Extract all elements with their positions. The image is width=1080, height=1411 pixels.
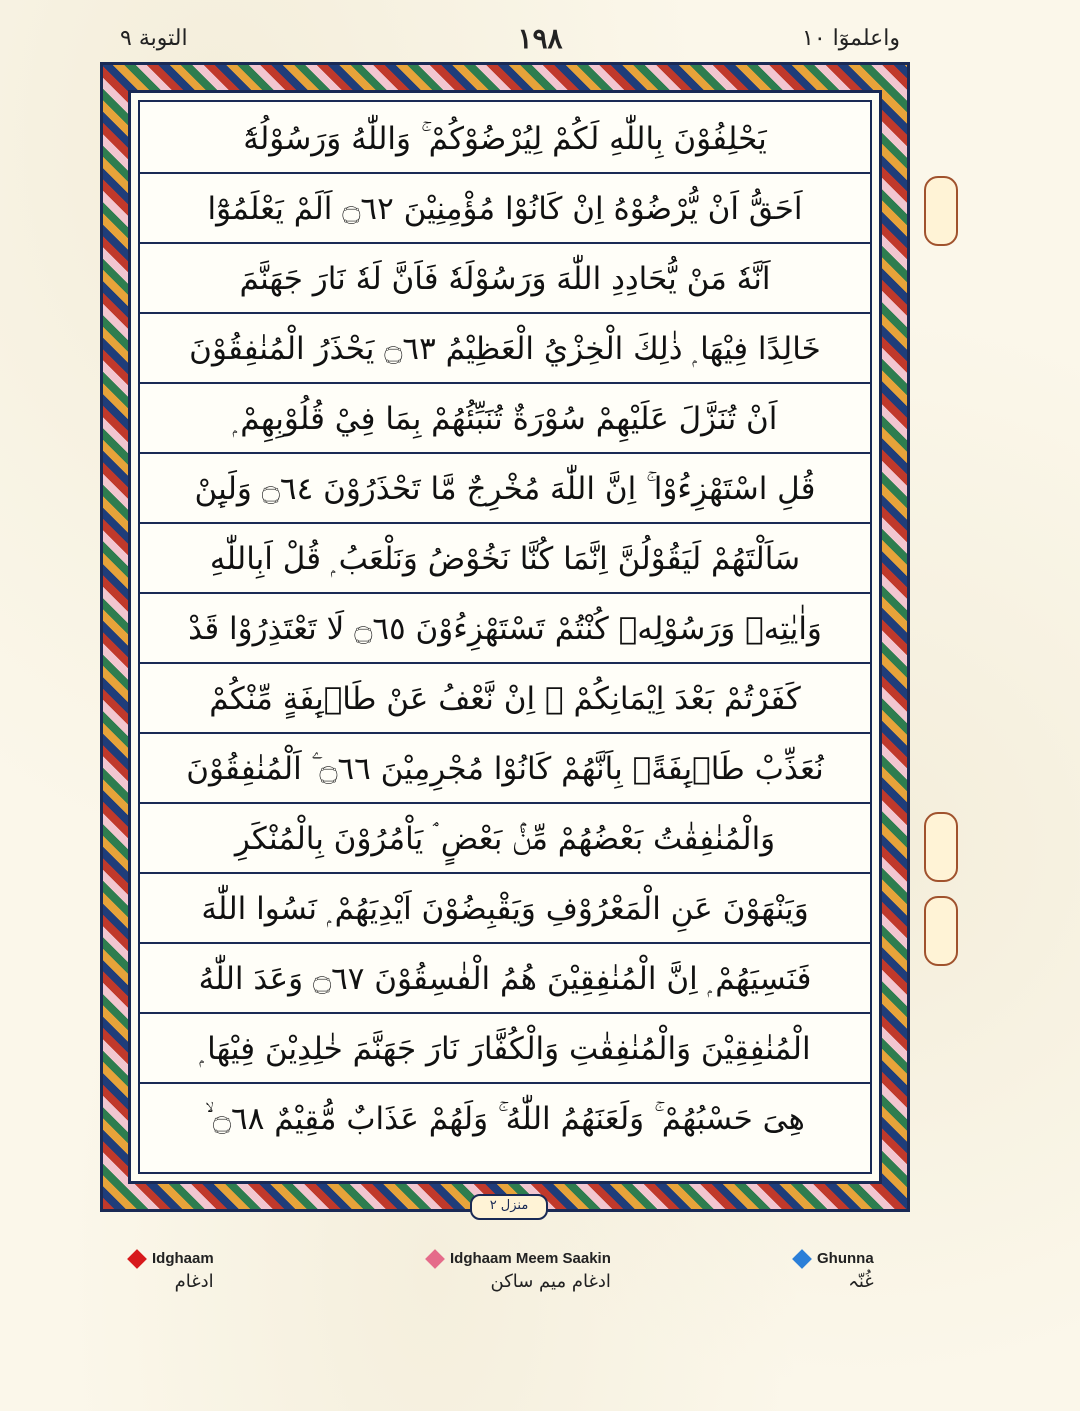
text-line-13: فَنَسِيَهُمْ ۭ اِنَّ الْمُنٰفِقِيْنَ هُمُ الْفٰسِقُوْنَ ۝٦٧ وَعَدَ اللّٰهُ [140,944,870,1014]
text-line-7: سَاَلْتَهُمْ لَيَقُوْلُنَّ اِنَّمَا كُنَّا نَخُوْضُ وَنَلْعَبُ ۭ قُلْ اَبِاللّٰهِ [140,524,870,594]
legend-label-en: Ghunna [817,1250,874,1267]
text-line-10: نُعَذِّبْ طَاۗىِٕفَةًۢ بِاَنَّهُمْ كَانُوْا مُجْرِمِيْنَ ۝٦٦ ۧ اَلْمُنٰفِقُوْنَ [140,734,870,804]
legend-label-en: Idghaam Meem Saakin [450,1250,611,1267]
text-line-11: وَالْمُنٰفِقٰتُ بَعْضُهُمْ مِّنْۢ بَعْضٍ ۘ يَاْمُرُوْنَ بِالْمُنْكَرِ [140,804,870,874]
diamond-icon [425,1249,445,1269]
legend-label-ar: ادغام [174,1271,214,1292]
diamond-icon [127,1249,147,1269]
text-line-12: وَيَنْهَوْنَ عَنِ الْمَعْرُوْفِ وَيَقْبِضُوْنَ اَيْدِيَهُمْ ۭ نَسُوا اللّٰهَ [140,874,870,944]
quran-text-area [138,100,872,1174]
page-number: ١٩٨ [517,22,563,55]
page-header [0,20,1080,64]
legend-idghaam [130,1250,214,1292]
text-line-2: اَحَقُّ اَنْ يُّرْضُوْهُ اِنْ كَانُوْا مُؤْمِنِيْنَ ۝٦٢ اَلَمْ يَعْلَمُوْٓا [140,174,870,244]
text-line-14: الْمُنٰفِقِيْنَ وَالْمُنٰفِقٰتِ وَالْكُفَّارَ نَارَ جَهَنَّمَ خٰلِدِيْنَ فِيْهَا ۭ [140,1014,870,1084]
surah-label: التوبة ٩ [120,26,188,51]
juz-label: واعلموٓا ١٠ [802,26,900,51]
text-line-4: خَالِدًا فِيْهَا ۭ ذٰلِكَ الْخِزْيُ الْعَظِيْمُ ۝٦٣ يَحْذَرُ الْمُنٰفِقُوْنَ [140,314,870,384]
ruku-marker [924,812,958,882]
legend-idghaam-meem-saakin [428,1250,611,1292]
tajweed-legend [0,1250,1080,1400]
legend-ghunna [795,1250,874,1292]
text-line-15: هِىَ حَسْبُهُمْ ۚ وَلَعَنَهُمُ اللّٰهُ ۚ وَلَهُمْ عَذَابٌ مُّقِيْمٌ ۝٦٨ ۙ [205,1101,805,1137]
quarter-marker [924,896,958,966]
text-line-5: اَنْ تُنَزَّلَ عَلَيْهِمْ سُوْرَةٌ تُنَبِّئُهُمْ بِمَا فِيْ قُلُوْبِهِمْ ۭ [140,384,870,454]
text-line-8: وَاٰيٰتِهٖ وَرَسُوْلِهٖ كُنْتُمْ تَسْتَهْزِءُوْنَ ۝٦٥ لَا تَعْتَذِرُوْا قَدْ [140,594,870,664]
diamond-icon [792,1249,812,1269]
text-line-6: قُلِ اسْتَهْزِءُوْا ۚ اِنَّ اللّٰهَ مُخْرِجٌ مَّا تَحْذَرُوْنَ ۝٦٤ وَلَىِٕنْ [140,454,870,524]
legend-label-en: Idghaam [152,1250,214,1267]
text-line-3: اَنَّهٗ مَنْ يُّحَادِدِ اللّٰهَ وَرَسُوْلَهٗ فَاَنَّ لَهٗ نَارَ جَهَنَّمَ [140,244,870,314]
text-line-1: يَحْلِفُوْنَ بِاللّٰهِ لَكُمْ لِيُرْضُوْكُمْ ۚ وَاللّٰهُ وَرَسُوْلُهٗٓ [140,104,870,174]
legend-label-ar: ادغام میم ساکن [490,1271,611,1292]
hizb-marker [924,176,958,246]
legend-label-ar: غُنّہ [848,1271,874,1292]
manzil-marker: منزل ٢ [470,1194,548,1220]
text-line-9: كَفَرْتُمْ بَعْدَ اِيْمَانِكُمْ ۭ اِنْ نَّعْفُ عَنْ طَاۗىِٕفَةٍ مِّنْكُمْ [140,664,870,734]
